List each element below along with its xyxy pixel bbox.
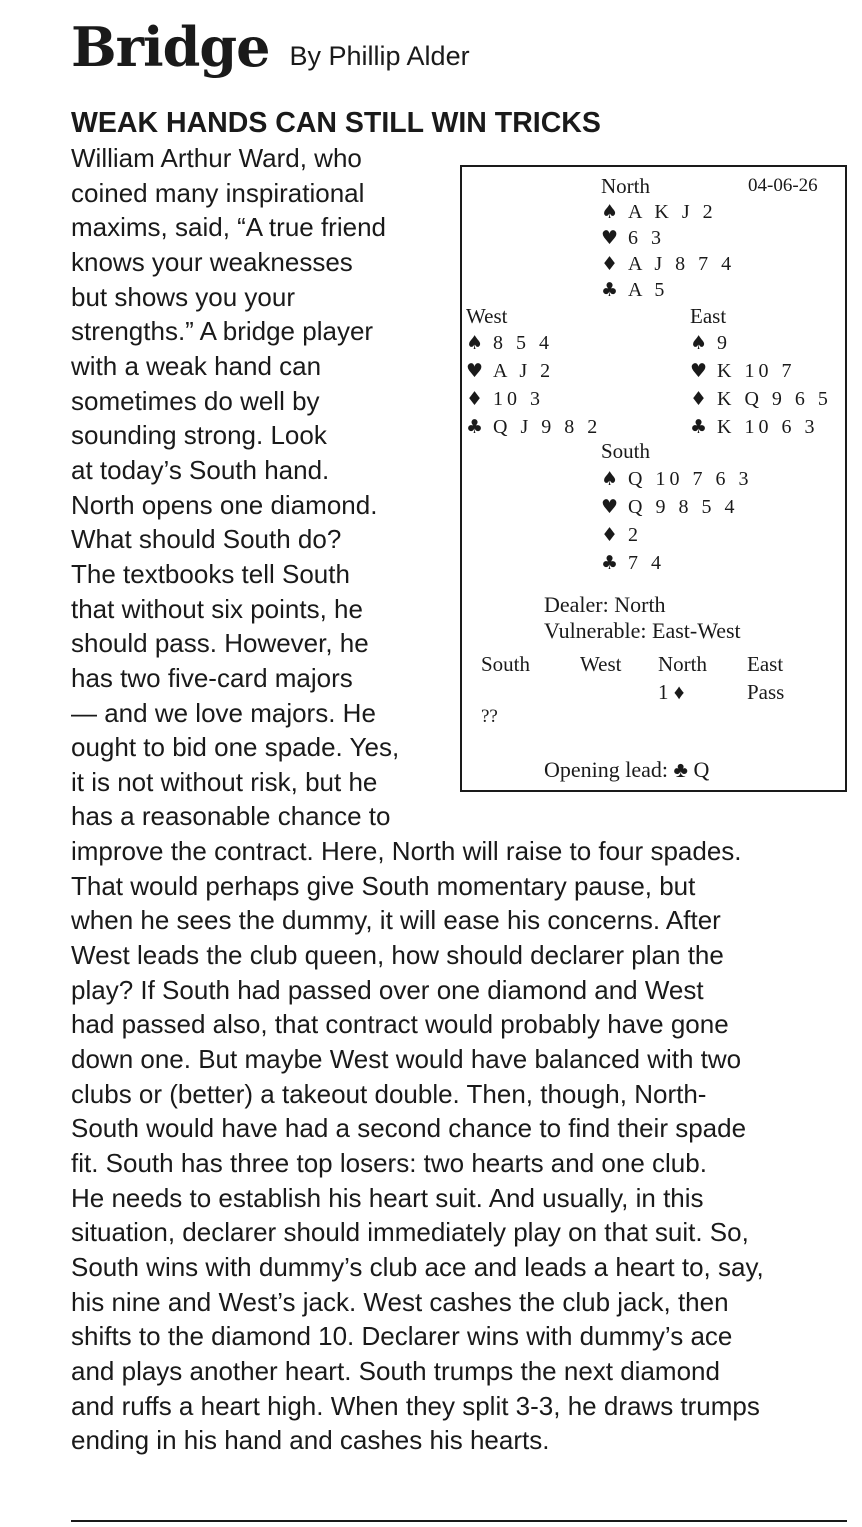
- byline: By Phillip Alder: [289, 41, 470, 71]
- body-line: fit. South has three top losers: two hearts and one club.: [71, 1148, 707, 1179]
- vulnerability-info: Vulnerable: East-West: [544, 618, 741, 643]
- column-title: Bridge: [71, 15, 270, 79]
- auction-header-east: East: [747, 652, 784, 676]
- auction-east-bid: Pass: [747, 680, 785, 704]
- north-diamonds-cards: A J 8 7 4: [628, 253, 736, 275]
- body-line: What should South do?: [71, 524, 342, 555]
- page-header: [71, 14, 470, 80]
- body-line: — and we love majors. He: [71, 697, 376, 728]
- north-diamonds: [601, 251, 735, 277]
- south-diamonds-cards: 2: [628, 524, 643, 546]
- body-line: down one. But maybe West would have balanced with two: [71, 1044, 742, 1075]
- spade-icon: ♠: [601, 468, 619, 490]
- heart-icon: ♥: [466, 360, 484, 382]
- north-hearts-cards: 6 3: [628, 227, 666, 249]
- body-line: situation, declarer should immediately play on that suit. So,: [71, 1217, 749, 1248]
- east-spades: [690, 330, 731, 356]
- west-spades-cards: 8 5 4: [493, 332, 554, 354]
- body-line: That would perhaps give South momentary pause, but: [71, 870, 696, 901]
- body-line: He needs to establish his heart suit. And usually, in this: [71, 1182, 704, 1213]
- spade-icon: ♠: [690, 332, 708, 354]
- east-clubs: [690, 414, 819, 440]
- body-line: his nine and West’s jack. West cashes the club jack, then: [71, 1286, 729, 1317]
- body-line: should pass. However, he: [71, 628, 369, 659]
- body-line: has a reasonable chance to: [71, 801, 391, 832]
- body-line: sounding strong. Look: [71, 420, 327, 451]
- south-hearts: [601, 494, 739, 520]
- body-line: with a weak hand can: [71, 350, 322, 381]
- heart-icon: ♥: [690, 360, 708, 382]
- opening-lead: Opening lead: ♣ Q: [544, 757, 710, 782]
- east-diamonds: [690, 386, 832, 412]
- body-line: had passed also, that contract would probably have gone: [71, 1009, 729, 1040]
- body-line: but shows you your: [71, 281, 296, 312]
- dealer-info: Dealer: North: [544, 592, 666, 617]
- club-icon: ♣: [601, 279, 619, 301]
- west-clubs-cards: Q J 9 8 2: [493, 416, 602, 438]
- south-label: South: [601, 439, 651, 463]
- body-line: West leads the club queen, how should declarer plan the: [71, 940, 724, 971]
- body-line: William Arthur Ward, who: [71, 143, 362, 173]
- body-line: at today’s South hand.: [71, 454, 330, 485]
- body-line: that without six points, he: [71, 593, 363, 624]
- body-line: knows your weaknesses: [71, 246, 353, 277]
- auction-header-south: South: [481, 652, 531, 676]
- body-line: it is not without risk, but he: [71, 766, 378, 797]
- body-line: play? If South had passed over one diamond and West: [71, 974, 704, 1005]
- bridge-deal-diagram: [460, 165, 847, 792]
- heart-icon: ♥: [601, 227, 619, 249]
- diamond-icon: ♦: [690, 388, 708, 410]
- south-spades-cards: Q 10 7 6 3: [628, 468, 753, 490]
- club-icon: ♣: [690, 416, 708, 438]
- east-hearts-cards: K 10 7: [717, 360, 796, 382]
- auction-header-west: West: [580, 652, 622, 676]
- club-icon: ♣: [601, 552, 619, 574]
- west-label: West: [466, 304, 508, 328]
- west-diamonds: [466, 386, 544, 412]
- west-hearts-cards: A J 2: [493, 360, 555, 382]
- north-clubs-cards: A 5: [628, 279, 669, 301]
- south-clubs: [601, 550, 665, 576]
- body-line: and plays another heart. South trumps the next diamond: [71, 1355, 720, 1386]
- body-line: coined many inspirational: [71, 177, 365, 208]
- east-clubs-cards: K 10 6 3: [717, 416, 819, 438]
- heart-icon: ♥: [601, 496, 619, 518]
- body-line: strengths.” A bridge player: [71, 316, 374, 347]
- diamond-icon: ♦: [601, 524, 619, 546]
- diamond-icon: ♦: [601, 253, 619, 275]
- east-label: East: [690, 304, 727, 328]
- body-line: when he sees the dummy, it will ease his concerns. After: [71, 905, 721, 936]
- east-hearts: [690, 358, 796, 384]
- west-diamonds-cards: 10 3: [493, 388, 545, 410]
- body-line: clubs or (better) a takeout double. Then, though, North-: [71, 1078, 707, 1109]
- diamond-icon: ♦: [466, 388, 484, 410]
- club-icon: ♣: [466, 416, 484, 438]
- west-clubs: [466, 414, 601, 440]
- bottom-rule: [71, 1520, 847, 1522]
- auction-header-north: North: [658, 652, 707, 676]
- east-diamonds-cards: K Q 9 6 5: [717, 388, 832, 410]
- north-clubs: [601, 277, 668, 303]
- west-hearts: [466, 358, 554, 384]
- auction-north-bid: 1 ♦: [658, 680, 685, 704]
- body-line: sometimes do well by: [71, 385, 320, 416]
- west-spades: [466, 330, 553, 356]
- east-spades-cards: 9: [717, 332, 732, 354]
- south-spades: [601, 466, 753, 492]
- south-diamonds: [601, 522, 642, 548]
- body-line: North opens one diamond.: [71, 489, 378, 520]
- body-line: ought to bid one spade. Yes,: [71, 732, 400, 763]
- south-hearts-cards: Q 9 8 5 4: [628, 496, 739, 518]
- north-label: North: [601, 174, 650, 198]
- body-line: The textbooks tell South: [71, 558, 350, 589]
- south-clubs-cards: 7 4: [628, 552, 666, 574]
- body-line: South would have had a second chance to find their spade: [71, 1113, 747, 1144]
- north-spades: [601, 199, 717, 225]
- spade-icon: ♠: [466, 332, 484, 354]
- body-line: improve the contract. Here, North will raise to four spades.: [71, 836, 742, 867]
- north-hearts: [601, 225, 665, 251]
- headline: WEAK HANDS CAN STILL WIN TRICKS: [71, 107, 601, 139]
- body-line: maxims, said, “A true friend: [71, 212, 386, 243]
- body-line: South wins with dummy’s club ace and leads a heart to, say,: [71, 1252, 764, 1282]
- auction-south-bid: ??: [481, 706, 498, 727]
- body-line: ending in his hand and cashes his hearts.: [71, 1425, 550, 1456]
- body-line: shifts to the diamond 10. Declarer wins with dummy’s ace: [71, 1321, 733, 1352]
- spade-icon: ♠: [601, 201, 619, 223]
- deal-date: 04-06-26: [748, 175, 818, 196]
- body-line: and ruffs a heart high. When they split 3-3, he draws trumps: [71, 1390, 760, 1421]
- body-line: has two five-card majors: [71, 662, 353, 693]
- north-spades-cards: A K J 2: [628, 201, 717, 223]
